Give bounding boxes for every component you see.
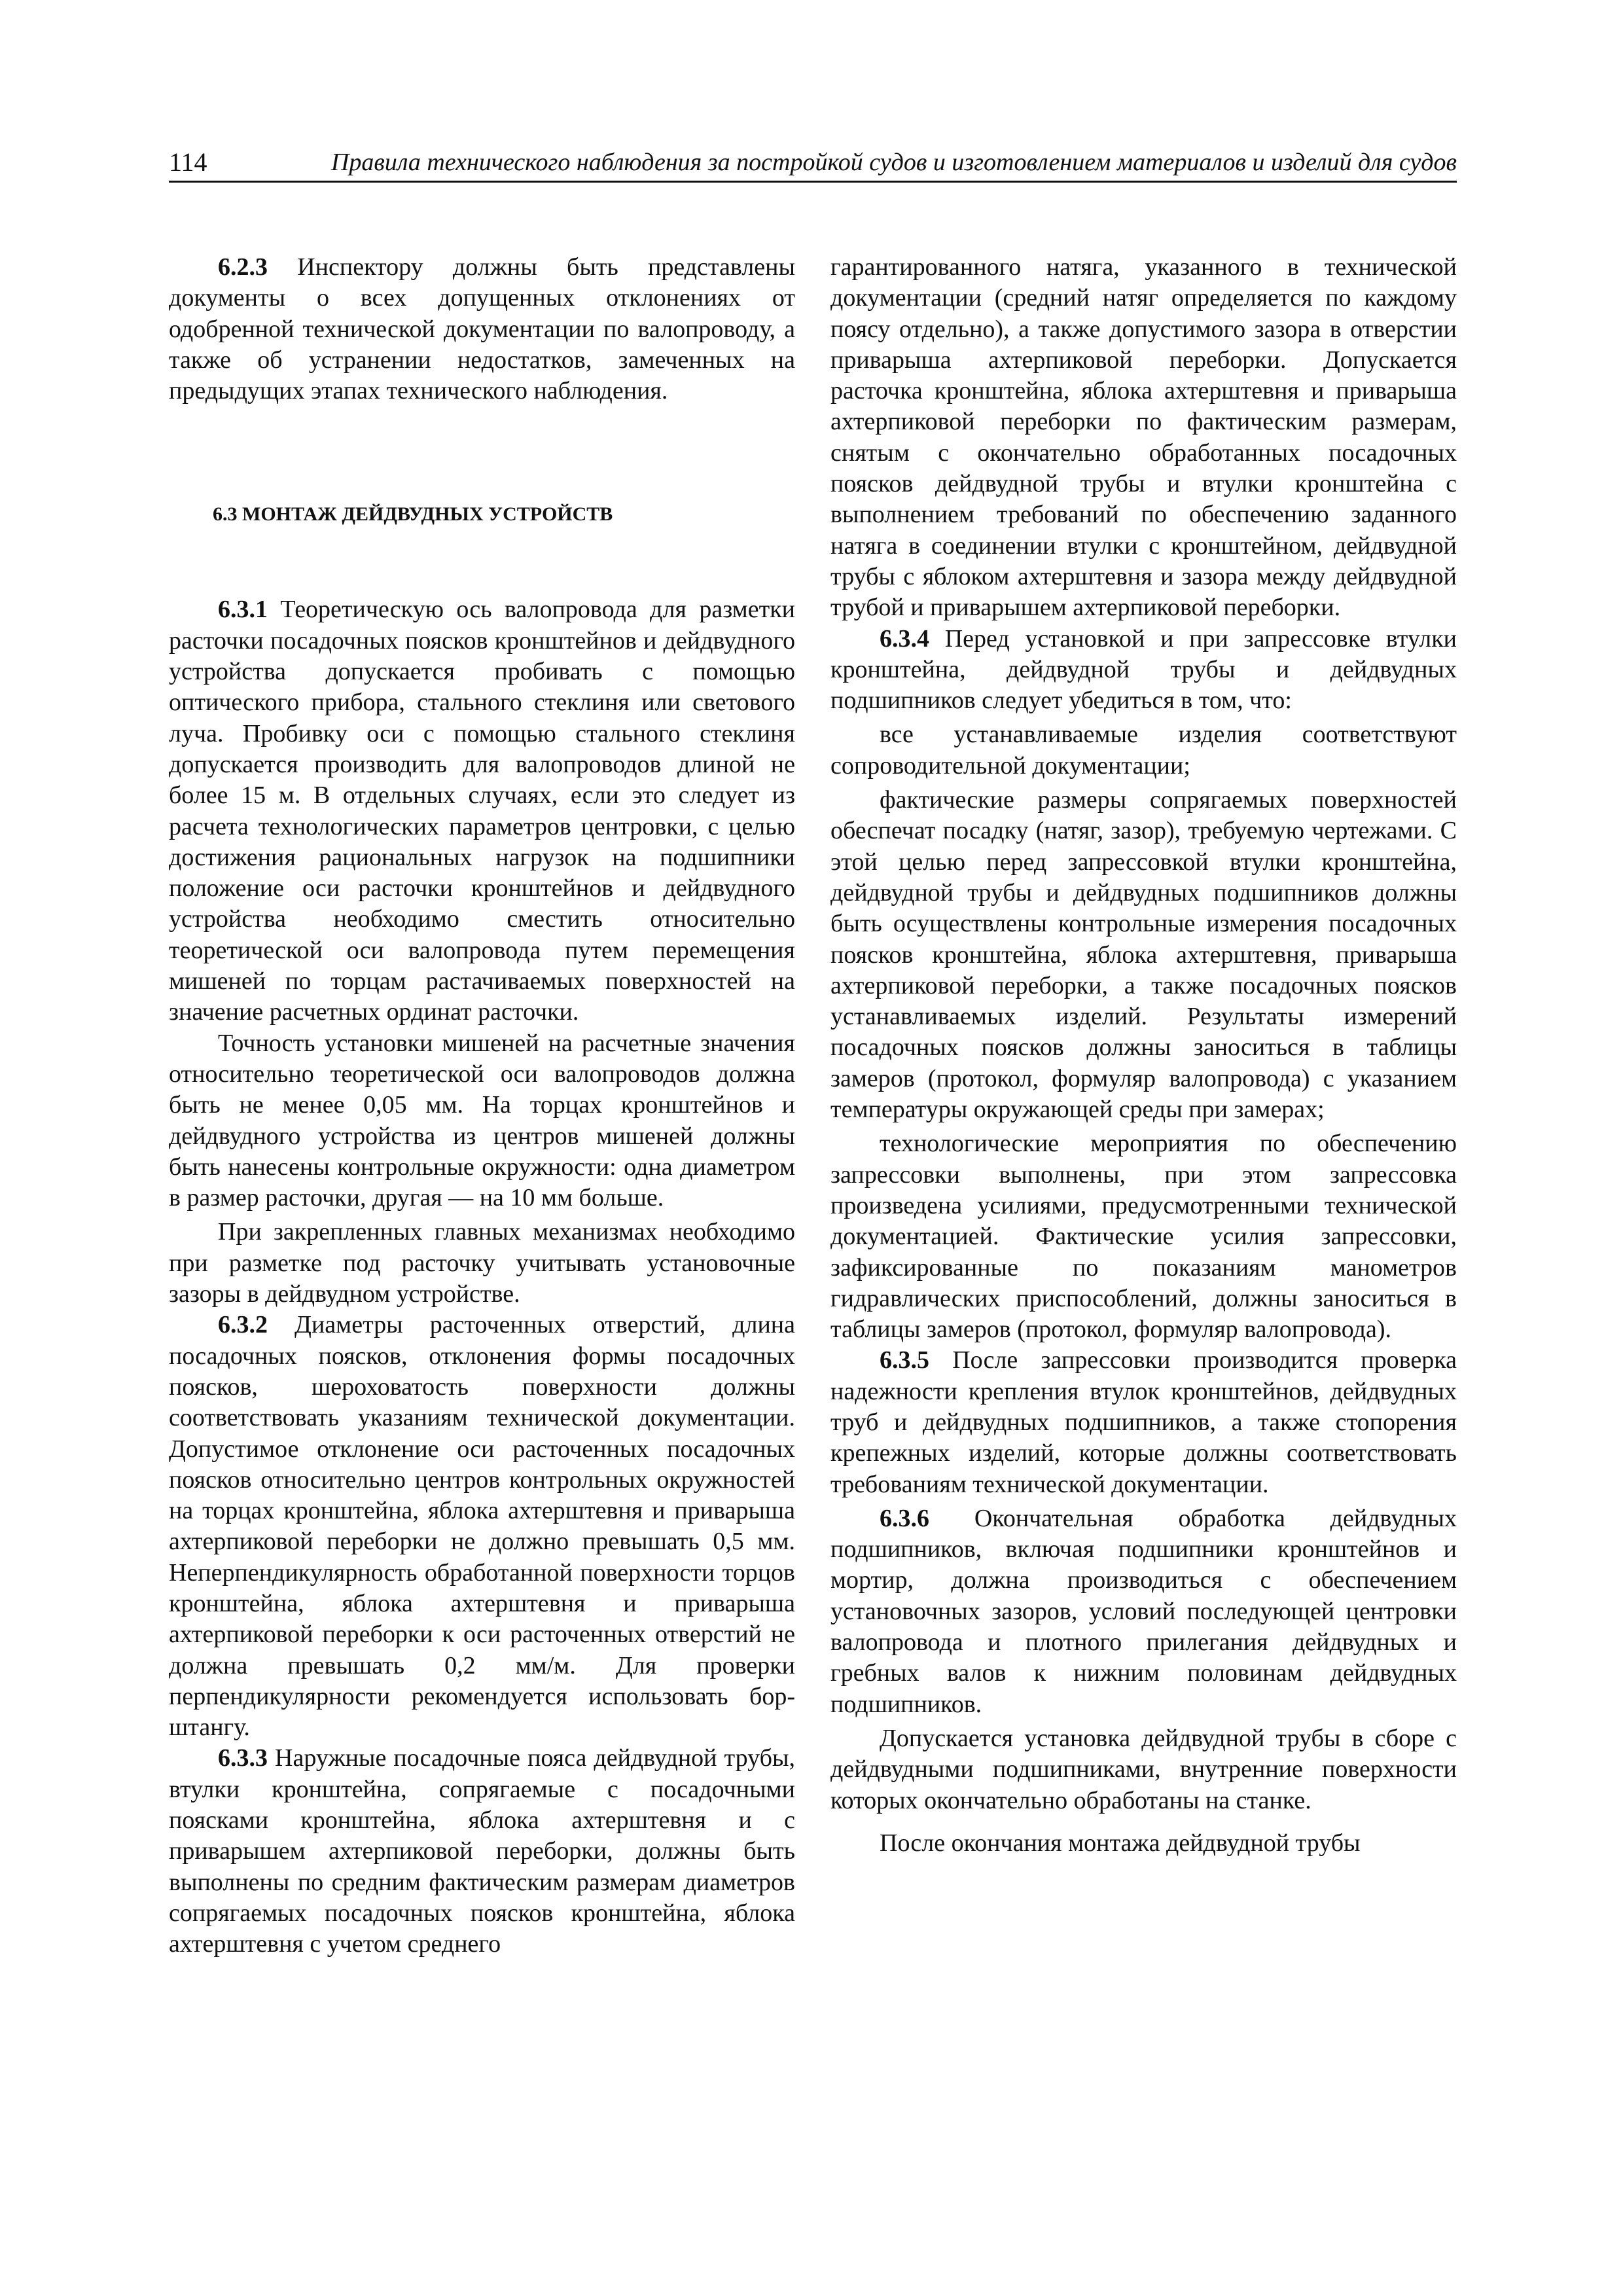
paragraph-after-installation: После окончания монтажа дейдвудной трубы <box>880 1829 1361 1857</box>
section-heading: 6.3 МОНТАЖ ДЕЙДВУДНЫХ УСТРОЙСТВ <box>213 503 613 526</box>
paragraph-accuracy: Точность установки мишеней на расчетные значения относительно теоретической оси валопроводов должна быть не менее 0,05 мм. На торцах кронштейнов и дейдвудного устройства из центров мишеней должны быть нанесены контрольные окружности: одна диаметром в размер расточки, другая — на 10 мм больше. <box>169 1029 795 1212</box>
list-item-actual-sizes: фактические размеры сопрягаемых поверхностей обеспечат посадку (натяг, зазор), требуемую чертежами. С этой целью перед запрессовкой втулки кронштейна, дейдвудной трубы и дейдвудных подшипников должны быть осуществлены контрольные измерения посадочных поясков кронштейна, яблока ахтерштевня, приварыша ахтерпиковой переборки, а также посадочных поясков устанавливаемых изделий. Результаты измерений посадочных поясков должны заноситься в таблицы замеров (протокол, формуляр валопровода) с указанием температуры окружающей среды при замерах; <box>830 786 1457 1124</box>
paragraph-6-3-2 <box>169 1310 795 1743</box>
paragraph-text: Инспектору должны быть представлены документы о всех допущенных отклонениях от одобренной технической документации по валопроводу, а также об устранении недостатков, замеченных на предыдущих этапах технического наблюдения. <box>169 253 795 405</box>
page-number: 114 <box>169 147 207 177</box>
paragraph-text: Окончательная обработка дейдвудных подшипников, включая подшипники кронштейнов и мортир, должна производиться с обеспечением установочных зазоров, условий последующей центровки валопровода и плотного прилегания дейдвудных и гребных валов к нижним половинам дейдвудных подшипников. <box>830 1504 1457 1718</box>
clause-number: 6.3.1 <box>218 596 268 624</box>
clause-number: 6.3.5 <box>880 1346 929 1374</box>
paragraph-text: Наружные посадочные пояса дейдвудной трубы, втулки кронштейна, сопрягаемые с посадочными поясками кронштейна, яблока ахтерштевня и с приварышем ахтерпиковой переборки, должны быть выполнены по средним фактическим размерам диаметров сопрягаемых посадочных поясков кронштейна, яблока ахтерштевня с учетом среднего <box>169 1744 795 1958</box>
right-column <box>830 252 1457 1859</box>
paragraph-text: Теоретическую ось валопровода для разметки расточки посадочных поясков кронштейнов и дейдвудного устройства допускается пробивать с помощью оптического прибора, стального стеклиня или светового луча. Пробивку оси с помощью стального стеклиня допускается производить для валопроводов длиной не более 15 м. В отдельных случаях, если это следует из расчета технологических параметров центровки, с целью достижения рациональных нагрузок на подшипники положение оси расточки кронштейнов и дейдвудного устройства необходимо сместить относительно теоретической оси валопровода путем перемещения мишеней по торцам растачиваемых поверхностей на значение расчетных ординат расточки. <box>169 596 795 1026</box>
left-column <box>169 252 795 1960</box>
clause-number: 6.2.3 <box>218 253 268 281</box>
paragraph-6-3-1 <box>169 594 795 1028</box>
paragraph-assembly: Допускается установка дейдвудной трубы в сборе с дейдвудными подшипниками, внутренние поверхности которых окончательно обработаны на станке. <box>830 1724 1457 1814</box>
list-item-conformity: все устанавливаемые изделия соответствуют сопроводительной документации; <box>830 721 1457 780</box>
list-item-tech-measures: технологические мероприятия по обеспечению запрессовки выполнены, при этом запрессовка произведена усилиями, предусмотренными технической документацией. Фактические усилия запрессовки, зафиксированные по показаниям манометров гидравлических приспособлений, должны заноситься в таблицы замеров (протокол, формуляр валопровода). <box>830 1130 1457 1344</box>
paragraph-6-3-3 <box>169 1743 795 1960</box>
paragraph-continuation: гарантированного натяга, указанного в технической документации (средний натяг определяется по каждому поясу отдельно), а также допустимого зазора в отверстии приварыша ахтерпиковой переборки. Допускается расточка кронштейна, яблока ахтерштевня и приварыша ахтерпиковой переборки по фактическим размерам, снятым с окончательно обработанных посадочных поясков дейдвудной трубы и втулки кронштейна с выполнением требований по обеспечению заданного натяга в соединении втулки с кронштейном, дейдвудной трубы с яблоком ахтерштевня и зазора между дейдвудной трубой и приварышем ахтерпиковой переборки. <box>830 253 1457 622</box>
clause-number: 6.3.6 <box>880 1504 929 1532</box>
paragraph-6-2-3 <box>169 252 795 406</box>
clause-number: 6.3.3 <box>218 1744 268 1772</box>
page-header <box>169 140 1457 177</box>
header-rule <box>169 181 1457 183</box>
clause-number: 6.3.4 <box>880 624 929 653</box>
paragraph-6-3-5 <box>830 1345 1457 1499</box>
paragraph-text: Диаметры расточенных отверстий, длина посадочных поясков, отклонения формы посадочных поясков, шероховатость поверхности должны соответствовать указаниям технической документации. Допустимое отклонение оси расточенных посадочных поясков относительно центров контрольных окружностей на торцах кронштейна, яблока ахтерштевня и приварыша ахтерпиковой переборки не должно превышать 0,5 мм. Неперпендикулярность обработанной поверхности торцов кронштейна, яблока ахтерштевня и приварыша ахтерпиковой переборки к оси расточенных отверстий не должна превышать 0,2 мм/м. Для проверки перпендикулярности рекомендуется использовать бор-штангу. <box>169 1311 795 1742</box>
paragraph-text: Перед установкой и при запрессовке втулки кронштейна, дейдвудной трубы и дейдвудных подшипников следует убедиться в том, что: <box>830 624 1457 715</box>
clause-number: 6.3.2 <box>218 1311 268 1339</box>
paragraph-6-3-6 <box>830 1503 1457 1720</box>
paragraph-text: После запрессовки производится проверка надежности крепления втулок кронштейнов, дейдвудных труб и дейдвудных подшипников, а также стопорения крепежных изделий, которые должны соответствовать требованиям технической документации. <box>830 1346 1457 1498</box>
paragraph-6-3-4 <box>830 624 1457 717</box>
paragraph-fixed-mechanisms: При закрепленных главных механизмах необходимо при разметке под расточку учитывать установочные зазоры в дейдвудном устройстве. <box>169 1218 795 1308</box>
running-title: Правила технического наблюдения за постройкой судов и изготовлением материалов и изделий для судов <box>330 149 1457 176</box>
